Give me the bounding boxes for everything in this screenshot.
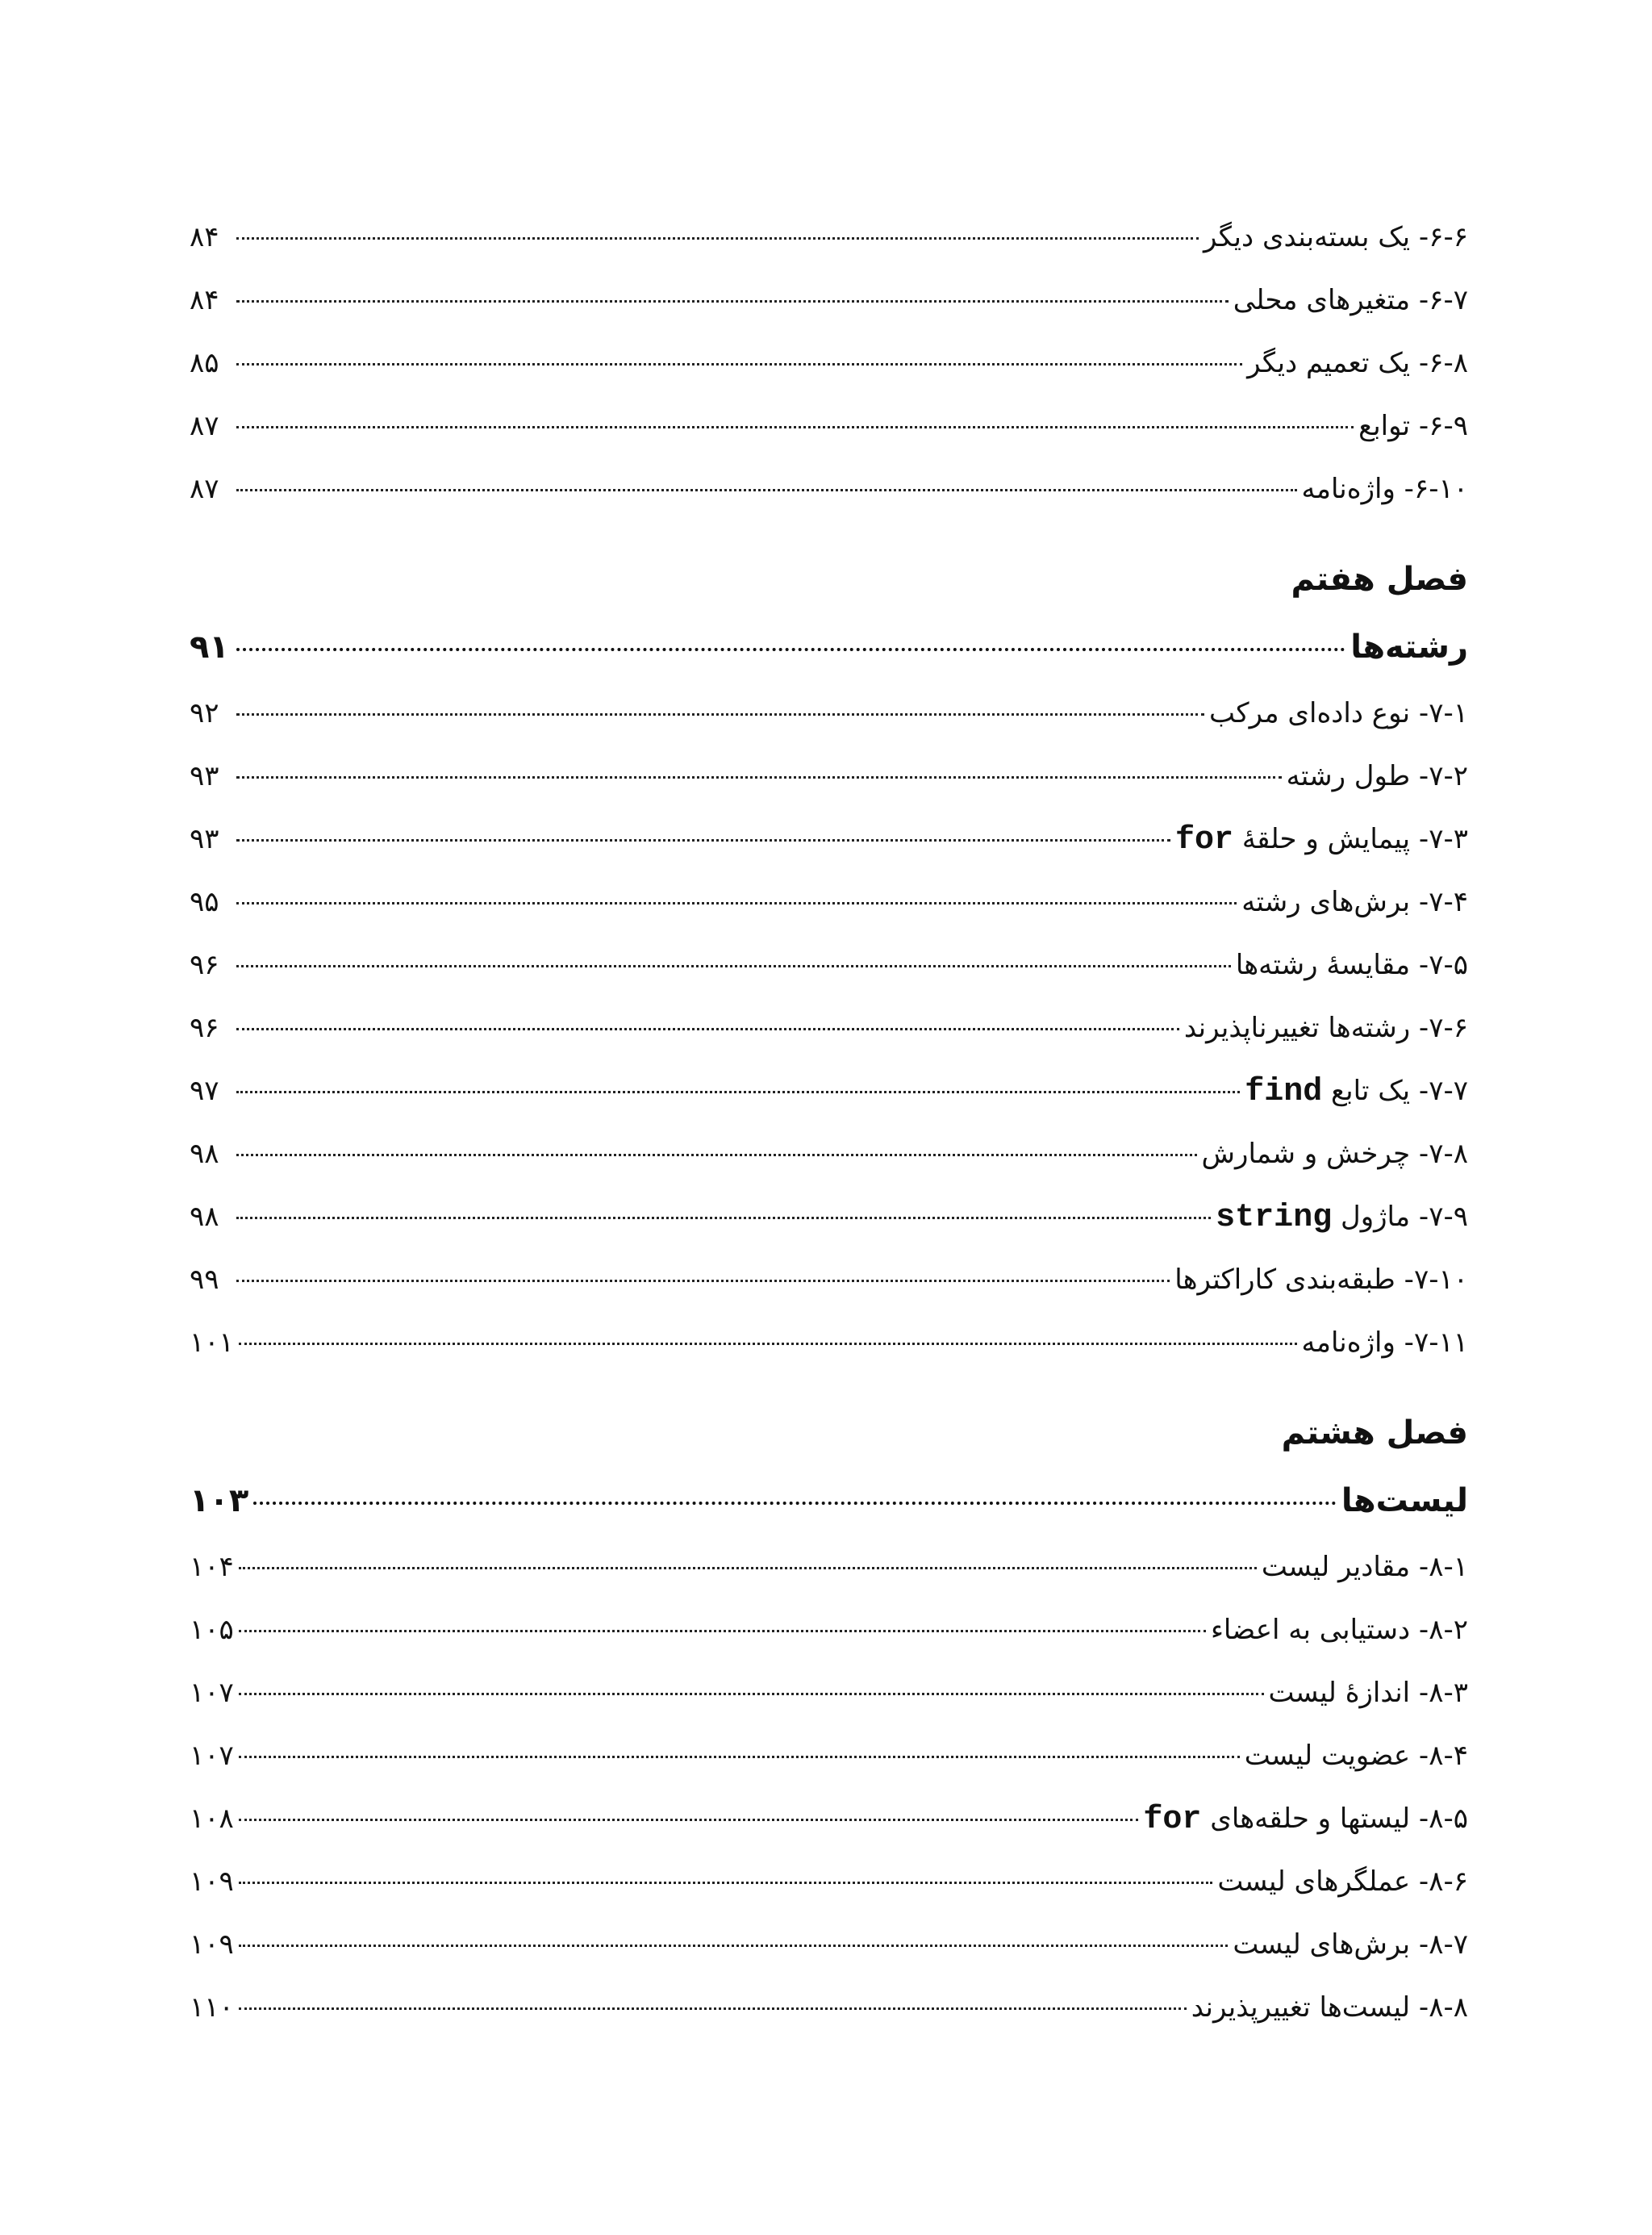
- toc-entry-page: ۸۵: [190, 347, 219, 379]
- toc-entry-label: [1140, 1787, 1468, 1852]
- toc-entry-page: ۹۶: [190, 949, 219, 981]
- toc-entry-label: [1208, 1598, 1468, 1661]
- toc-entry-text: ۷-۶- رشته‌ها تغییرناپذیرند: [1183, 1012, 1468, 1044]
- dot-leader: [236, 1217, 1211, 1219]
- section-6-entries: [190, 206, 1468, 520]
- dot-leader: [236, 489, 1297, 491]
- dot-leader: [236, 839, 1170, 842]
- chapter-title-entry[interactable]: [190, 1466, 1468, 1535]
- toc-entry-page: ۹۳: [190, 823, 219, 855]
- toc-entry[interactable]: [190, 1535, 1468, 1598]
- chapter-title-page: ۹۱: [190, 629, 229, 666]
- code-keyword: for: [1143, 1802, 1202, 1838]
- toc-entry-page: ۱۰۸: [190, 1803, 234, 1835]
- toc-entry-label: [1229, 1913, 1468, 1976]
- toc-entry-text: ۷-۱۰- طبقه‌بندی کاراکترها: [1174, 1264, 1468, 1296]
- toc-entry-text: ۷-۵- مقایسهٔ رشته‌ها: [1235, 949, 1468, 981]
- toc-entry-page: ۹۶: [190, 1012, 219, 1044]
- toc-entry-label: [1181, 996, 1468, 1059]
- chapter-heading: فصل هشتم: [1281, 1414, 1468, 1452]
- toc-entry-text: ۷-۲- طول رشته: [1286, 760, 1468, 792]
- toc-entry[interactable]: [190, 1598, 1468, 1661]
- dot-leader: [239, 1343, 1297, 1345]
- dot-leader: [239, 2007, 1187, 2010]
- chapter-title-entry[interactable]: [190, 612, 1468, 682]
- toc-entry[interactable]: [190, 1850, 1468, 1913]
- toc-entry[interactable]: [190, 808, 1468, 871]
- code-keyword: for: [1175, 822, 1234, 858]
- chapter-title: رشته‌ها: [1350, 629, 1468, 666]
- toc-entry-page: ۸۷: [190, 473, 219, 505]
- toc-entry-text: ۸-۶- عملگرهای لیست: [1217, 1865, 1468, 1898]
- toc-entry[interactable]: [190, 1976, 1468, 2039]
- toc-entry[interactable]: [190, 996, 1468, 1059]
- toc-entry-page: ۱۰۷: [190, 1740, 234, 1772]
- toc-entry[interactable]: [190, 1913, 1468, 1976]
- dot-leader: [236, 1091, 1240, 1093]
- dot-leader: [239, 1882, 1213, 1884]
- dot-leader: [239, 1756, 1240, 1758]
- toc-entry-text: ۷-۱۱- واژه‌نامه: [1301, 1326, 1468, 1359]
- toc-entry-page: ۹۷: [190, 1075, 219, 1107]
- code-keyword: find: [1245, 1074, 1323, 1110]
- toc-entry[interactable]: [190, 745, 1468, 808]
- toc-entry-text: ۸-۱- مقادیر لیست: [1261, 1551, 1468, 1583]
- dot-leader: [236, 648, 1345, 651]
- dot-leader: [236, 902, 1237, 904]
- dot-leader: [236, 1028, 1179, 1030]
- dot-leader: [236, 363, 1242, 366]
- toc-entry[interactable]: [190, 871, 1468, 934]
- dot-leader: [236, 1280, 1170, 1282]
- dot-leader: [236, 426, 1354, 428]
- chapter-title-page: ۱۰۳: [190, 1482, 249, 1519]
- toc-entry[interactable]: [190, 1724, 1468, 1787]
- toc-entry[interactable]: [190, 457, 1468, 520]
- toc-entry[interactable]: [190, 1248, 1468, 1311]
- toc-entry-label: [1241, 1724, 1468, 1787]
- dot-leader: [253, 1502, 1337, 1505]
- dot-leader: [239, 1567, 1257, 1569]
- toc-entry-text: ۷-۸- چرخش و شمارش: [1201, 1138, 1468, 1170]
- toc-entry-label: [1206, 682, 1468, 745]
- toc-entry-page: ۸۴: [190, 221, 219, 253]
- chapter-title: لیست‌ها: [1341, 1482, 1468, 1519]
- toc-entry-page: ۱۰۵: [190, 1614, 234, 1646]
- toc-entry-label: [1266, 1661, 1468, 1724]
- toc-entry-text: ۷-۷- یک تابع: [1322, 1075, 1468, 1107]
- toc-entry-page: ۹۸: [190, 1138, 219, 1170]
- toc-entry-page: ۸۷: [190, 410, 219, 442]
- toc-entry-page: ۹۹: [190, 1264, 219, 1296]
- dot-leader: [239, 1630, 1206, 1632]
- toc-entry-label: ۶-۶- یک بسته‌بندی دیگر: [1204, 221, 1468, 253]
- toc-entry-page: ۱۰۹: [190, 1928, 234, 1961]
- toc-entry-label: [1212, 1185, 1468, 1250]
- toc-entry[interactable]: [190, 206, 1468, 269]
- dot-leader: [236, 1154, 1197, 1156]
- toc-entry-text: ۸-۵- لیستها و حلقه‌های: [1201, 1803, 1468, 1835]
- chapter-heading: فصل هفتم: [1291, 561, 1468, 598]
- toc-entry-label: [1258, 1535, 1468, 1598]
- toc-entry-label: [1283, 745, 1468, 808]
- toc-entry-text: ۸-۸- لیست‌ها تغییرپذیرند: [1191, 1991, 1468, 2024]
- toc-entry-text: ۸-۲- دستیابی به اعضاء: [1210, 1614, 1468, 1646]
- toc-entry[interactable]: [190, 682, 1468, 745]
- dot-leader: [239, 1819, 1139, 1821]
- table-of-contents: [190, 206, 1468, 2039]
- toc-entry-page: ۹۵: [190, 886, 219, 918]
- toc-entry-page: ۹۳: [190, 760, 219, 792]
- toc-entry[interactable]: [190, 269, 1468, 332]
- dot-leader: [236, 713, 1204, 716]
- toc-entry[interactable]: [190, 1661, 1468, 1724]
- toc-entry-page: ۹۸: [190, 1201, 219, 1233]
- toc-entry-text: ۸-۴- عضویت لیست: [1244, 1740, 1468, 1772]
- toc-entry-label: ۶-۷- متغیرهای محلی: [1233, 284, 1468, 316]
- dot-leader: [236, 965, 1231, 967]
- toc-entry-label: [1233, 934, 1468, 996]
- toc-entry-page: ۱۰۷: [190, 1677, 234, 1709]
- toc-entry-label: ۶-۸- یک تعمیم دیگر: [1247, 347, 1468, 379]
- toc-entry-text: ۷-۴- برش‌های رشته: [1241, 886, 1468, 918]
- toc-entry[interactable]: [190, 1059, 1468, 1122]
- toc-entry-page: ۱۰۴: [190, 1551, 234, 1583]
- code-keyword: string: [1216, 1200, 1333, 1236]
- dot-leader: [236, 776, 1282, 779]
- toc-entry-label: [1172, 808, 1468, 872]
- toc-entry-page: ۸۴: [190, 284, 219, 316]
- toc-entry-text: ۸-۷- برش‌های لیست: [1233, 1928, 1468, 1961]
- toc-entry-label: [1214, 1850, 1468, 1913]
- toc-entry-label: ۶-۹- توابع: [1358, 410, 1468, 442]
- toc-entry-label: [1238, 871, 1468, 934]
- toc-entry-page: ۱۰۹: [190, 1865, 234, 1898]
- toc-entry-text: ۷-۹- ماژول: [1332, 1201, 1468, 1233]
- toc-entry-label: [1241, 1059, 1468, 1124]
- dot-leader: [236, 237, 1199, 240]
- dot-leader: [239, 1693, 1264, 1695]
- chapter-7: [190, 546, 1468, 1374]
- dot-leader: [239, 1945, 1229, 1947]
- toc-entry[interactable]: [190, 1787, 1468, 1850]
- toc-entry-text: ۸-۳- اندازهٔ لیست: [1268, 1677, 1468, 1709]
- toc-entry[interactable]: [190, 1185, 1468, 1248]
- toc-entry-page: ۹۲: [190, 697, 219, 729]
- toc-entry[interactable]: [190, 934, 1468, 996]
- dot-leader: [236, 300, 1229, 303]
- toc-entry-label: ۶-۱۰- واژه‌نامه: [1301, 473, 1468, 505]
- toc-entry[interactable]: [190, 1122, 1468, 1185]
- toc-entry-text: ۷-۱- نوع داده‌ای مرکب: [1209, 697, 1468, 729]
- toc-entry[interactable]: [190, 395, 1468, 457]
- toc-entry-label: [1171, 1248, 1468, 1311]
- toc-entry-label: [1299, 1311, 1469, 1374]
- toc-entry-label: [1188, 1976, 1468, 2039]
- toc-entry-text: ۷-۳- پیمایش و حلقهٔ: [1233, 823, 1468, 855]
- toc-entry[interactable]: [190, 332, 1468, 395]
- toc-entry-page: ۱۰۱: [190, 1326, 234, 1359]
- chapter-8: [190, 1400, 1468, 2039]
- toc-entry[interactable]: [190, 1311, 1468, 1374]
- toc-entry-label: [1199, 1122, 1468, 1185]
- toc-entry-page: ۱۱۰: [190, 1991, 234, 2024]
